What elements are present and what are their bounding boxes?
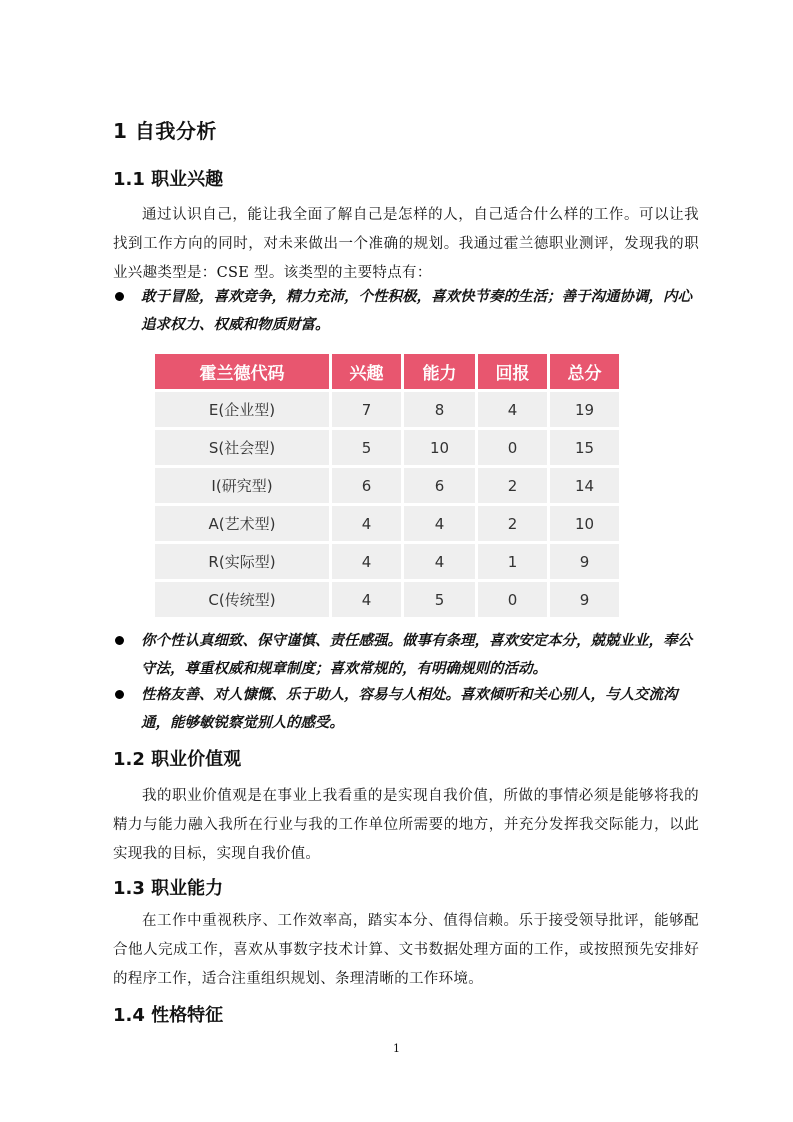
cell-reward: 4	[478, 392, 547, 427]
bullet-text: 敢于冒险，喜欢竞争，精力充沛，个性积极，喜欢快节奏的生活；善于沟通协调，内心追求权力、权威和物质财富。	[141, 289, 692, 333]
cell-code: R(实际型)	[155, 544, 329, 579]
header-ability: 能力	[404, 354, 475, 389]
table-row	[155, 430, 619, 465]
section-heading-personality: 1.4 性格特征	[113, 1005, 224, 1026]
cell-code: I(研究型)	[155, 468, 329, 503]
holland-code-table	[152, 351, 622, 620]
cell-ability: 8	[404, 392, 475, 427]
cell-code: A(艺术型)	[155, 506, 329, 541]
paragraph-interest: 通过认识自己，能让我全面了解自己是怎样的人，自己适合什么样的工作。可以让我找到工作方向的同时，对未来做出一个准确的规划。我通过霍兰德职业测评，发现我的职业兴趣类型是：CSE 型。该类型的主要特点有：	[113, 207, 699, 281]
cell-interest: 5	[332, 430, 401, 465]
chapter-heading: 1 自我分析	[113, 119, 217, 143]
cell-ability: 6	[404, 468, 475, 503]
header-interest: 兴趣	[332, 354, 401, 389]
table-row	[155, 506, 619, 541]
bullet-dot-icon	[115, 636, 124, 645]
header-code: 霍兰德代码	[155, 354, 329, 389]
cell-ability: 4	[404, 506, 475, 541]
cell-ability: 4	[404, 544, 475, 579]
cell-total: 9	[550, 544, 619, 579]
page-number: 1	[393, 1042, 400, 1055]
cell-ability: 10	[404, 430, 475, 465]
table-row	[155, 544, 619, 579]
cell-interest: 4	[332, 582, 401, 617]
cell-total: 9	[550, 582, 619, 617]
table-row	[155, 468, 619, 503]
cell-reward: 0	[478, 430, 547, 465]
header-reward: 回报	[478, 354, 547, 389]
section-heading-values: 1.2 职业价值观	[113, 749, 242, 770]
table-row	[155, 392, 619, 427]
section-heading-interest: 1.1 职业兴趣	[113, 169, 224, 190]
cell-interest: 4	[332, 544, 401, 579]
cell-code: C(传统型)	[155, 582, 329, 617]
paragraph-ability: 在工作中重视秩序、工作效率高，踏实本分、值得信赖。乐于接受领导批评，能够配合他人完成工作，喜欢从事数字技术计算、文书数据处理方面的工作，或按照预先安排好的程序工作，适合注重组织规划、条理清晰的工作环境。	[113, 913, 699, 987]
cell-reward: 2	[478, 506, 547, 541]
cell-interest: 4	[332, 506, 401, 541]
bullet-dot-icon	[115, 690, 124, 699]
cell-total: 15	[550, 430, 619, 465]
section-heading-ability: 1.3 职业能力	[113, 878, 224, 899]
cell-interest: 7	[332, 392, 401, 427]
table-row	[155, 582, 619, 617]
cell-reward: 0	[478, 582, 547, 617]
cell-total: 14	[550, 468, 619, 503]
cell-code: E(企业型)	[155, 392, 329, 427]
bullet-text: 你个性认真细致、保守谨慎、责任感强。做事有条理，喜欢安定本分，兢兢业业，奉公守法，尊重权威和规章制度；喜欢常规的，有明确规则的活动。	[141, 633, 692, 677]
header-total: 总分	[550, 354, 619, 389]
paragraph-values: 我的职业价值观是在事业上我看重的是实现自我价值，所做的事情必须是能够将我的精力与能力融入我所在行业与我的工作单位所需要的地方，并充分发挥我交际能力，以此实现我的目标，实现自我价值。	[113, 788, 699, 862]
cell-reward: 2	[478, 468, 547, 503]
bullet-text: 性格友善、对人慷慨、乐于助人，容易与人相处。喜欢倾听和关心别人，与人交流沟通，能够敏锐察觉别人的感受。	[141, 687, 678, 731]
bullet-dot-icon	[115, 292, 124, 301]
table-header-row	[155, 354, 619, 389]
bullet-item	[113, 283, 703, 339]
bullet-item	[113, 627, 703, 683]
cell-reward: 1	[478, 544, 547, 579]
cell-interest: 6	[332, 468, 401, 503]
cell-code: S(社会型)	[155, 430, 329, 465]
cell-total: 19	[550, 392, 619, 427]
cell-total: 10	[550, 506, 619, 541]
cell-ability: 5	[404, 582, 475, 617]
bullet-item	[113, 681, 703, 737]
